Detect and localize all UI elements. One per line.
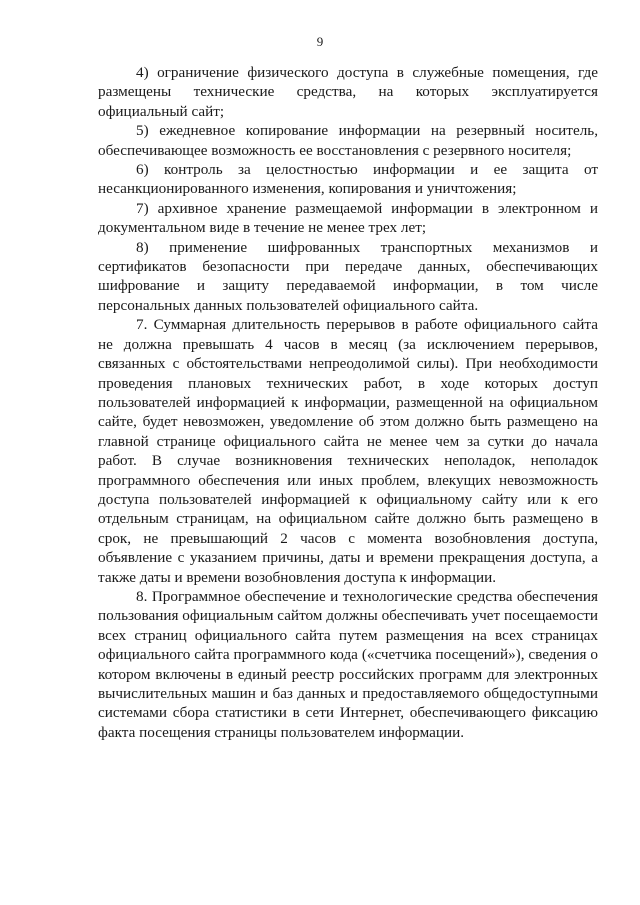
clause-7: 7. Суммарная длительность перерывов в работе официального сайта не должна превышать 4 часов в месяц (за исключением перерывов, связанных с обстоятельствами непреодолимой силы). При необходимости проведения плановых технических работ, в ходе которых доступ пользователей информацией к информации, размещенной на официальном сайте, будет невозможен, уведомление об этом должно быть размещено на главной странице официального сайта не менее чем за сутки до начала работ. В случае возникновения технических неполадок, неполадок программного обеспечения или иных проблем, влекущих невозможность доступа пользователей информацией к официальному сайту или к его отдельным страницам, на официальном сайте должно быть размещено в срок, не превышающий 2 часов с момента возобновления доступа, объявление с указанием причины, даты и времени прекращения доступа, а также даты и времени возобновления доступа к информации. bbox=[98, 316, 598, 586]
page-number: 9 bbox=[316, 34, 324, 49]
clause-8: 8. Программное обеспечение и технологические средства обеспечения пользования официальным сайтом должны обеспечивать учет посещаемости всех страниц официального сайта путем размещения на всех страницах официального сайта программного кода («счетчика посещений»), сведения о котором включены в единый реестр российских программ для электронных вычислительных машин и баз данных и предоставляемого общедоступными системами сбора статистики в сети Интернет, обеспечивающего фиксацию факта посещения страницы пользователем информации. bbox=[98, 587, 598, 741]
document-body bbox=[98, 63, 598, 742]
list-item-4: 4) ограничение физического доступа в служебные помещения, где размещены технические средства, на которых эксплуатируется официальный сайт; bbox=[98, 64, 598, 120]
list-item-8: 8) применение шифрованных транспортных механизмов и сертификатов безопасности при передаче данных, обеспечивающих шифрование и защиту передаваемой информации, в том числе персональных данных пользователей официального сайта. bbox=[98, 238, 598, 314]
list-item-7: 7) архивное хранение размещаемой информации в электронном и документальном виде в течение не менее трех лет; bbox=[98, 199, 598, 237]
list-item-5: 5) ежедневное копирование информации на резервный носитель, обеспечивающее возможность ее восстановления с резервного носителя; bbox=[98, 122, 598, 159]
list-item-6: 6) контроль за целостностью информации и ее защита от несанкционированного изменения, копирования и уничтожения; bbox=[98, 161, 598, 198]
